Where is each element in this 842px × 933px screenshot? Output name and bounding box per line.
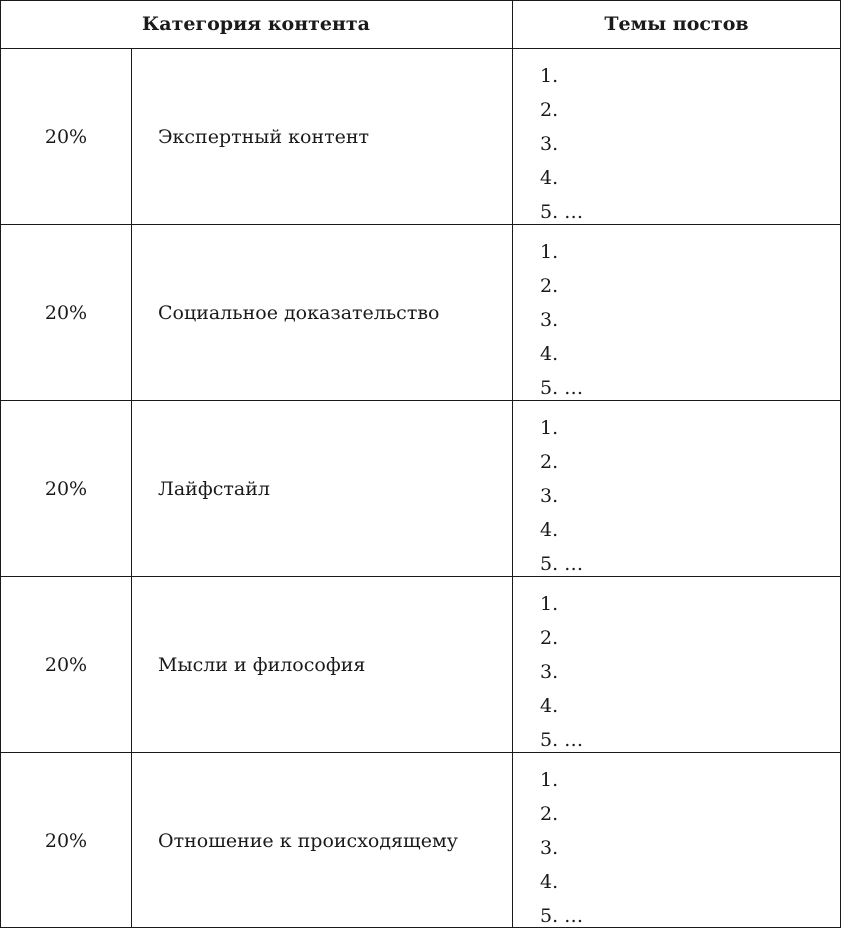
topic-item: 3. <box>540 309 559 331</box>
topic-item: 2. <box>540 803 559 825</box>
topic-item: 5. … <box>540 201 584 223</box>
category-name: Экспертный контент <box>158 125 370 148</box>
category-name: Отношение к происходящему <box>158 829 458 852</box>
topics-list <box>540 235 583 405</box>
table-row <box>0 49 841 224</box>
topic-item: 3. <box>540 485 559 507</box>
share-percent: 20% <box>44 477 88 500</box>
topic-item: 2. <box>540 627 559 649</box>
topics-list <box>540 59 583 229</box>
table-row <box>0 753 841 928</box>
topic-item: 2. <box>540 275 559 297</box>
topic-item: 4. <box>540 167 559 189</box>
topic-item: 3. <box>540 133 559 155</box>
topic-item: 1. <box>540 241 559 263</box>
topic-item: 4. <box>540 343 559 365</box>
table-row <box>0 401 841 576</box>
header-category: Категория контента <box>142 13 370 35</box>
topic-item: 1. <box>540 65 559 87</box>
topic-item: 4. <box>540 871 559 893</box>
topic-item: 1. <box>540 769 559 791</box>
topic-item: 4. <box>540 519 559 541</box>
header-topics: Темы постов <box>604 13 749 35</box>
topics-list <box>540 763 583 933</box>
table-row <box>0 577 841 752</box>
topic-item: 3. <box>540 661 559 683</box>
category-name: Лайфстайл <box>158 477 270 500</box>
topic-item: 3. <box>540 837 559 859</box>
topic-item: 5. … <box>540 729 584 751</box>
topic-item: 2. <box>540 451 559 473</box>
topic-item: 5. … <box>540 377 584 399</box>
topic-item: 5. … <box>540 553 584 575</box>
topic-item: 1. <box>540 417 559 439</box>
topic-item: 2. <box>540 99 559 121</box>
topic-item: 1. <box>540 593 559 615</box>
topics-list <box>540 587 583 757</box>
topic-item: 5. … <box>540 905 584 927</box>
share-percent: 20% <box>44 653 88 676</box>
share-percent: 20% <box>44 829 88 852</box>
share-percent: 20% <box>44 125 88 148</box>
category-name: Социальное доказательство <box>158 301 440 324</box>
share-percent: 20% <box>44 301 88 324</box>
topics-list <box>540 411 583 581</box>
topic-item: 4. <box>540 695 559 717</box>
table-row <box>0 225 841 400</box>
category-name: Мысли и философия <box>158 653 366 676</box>
